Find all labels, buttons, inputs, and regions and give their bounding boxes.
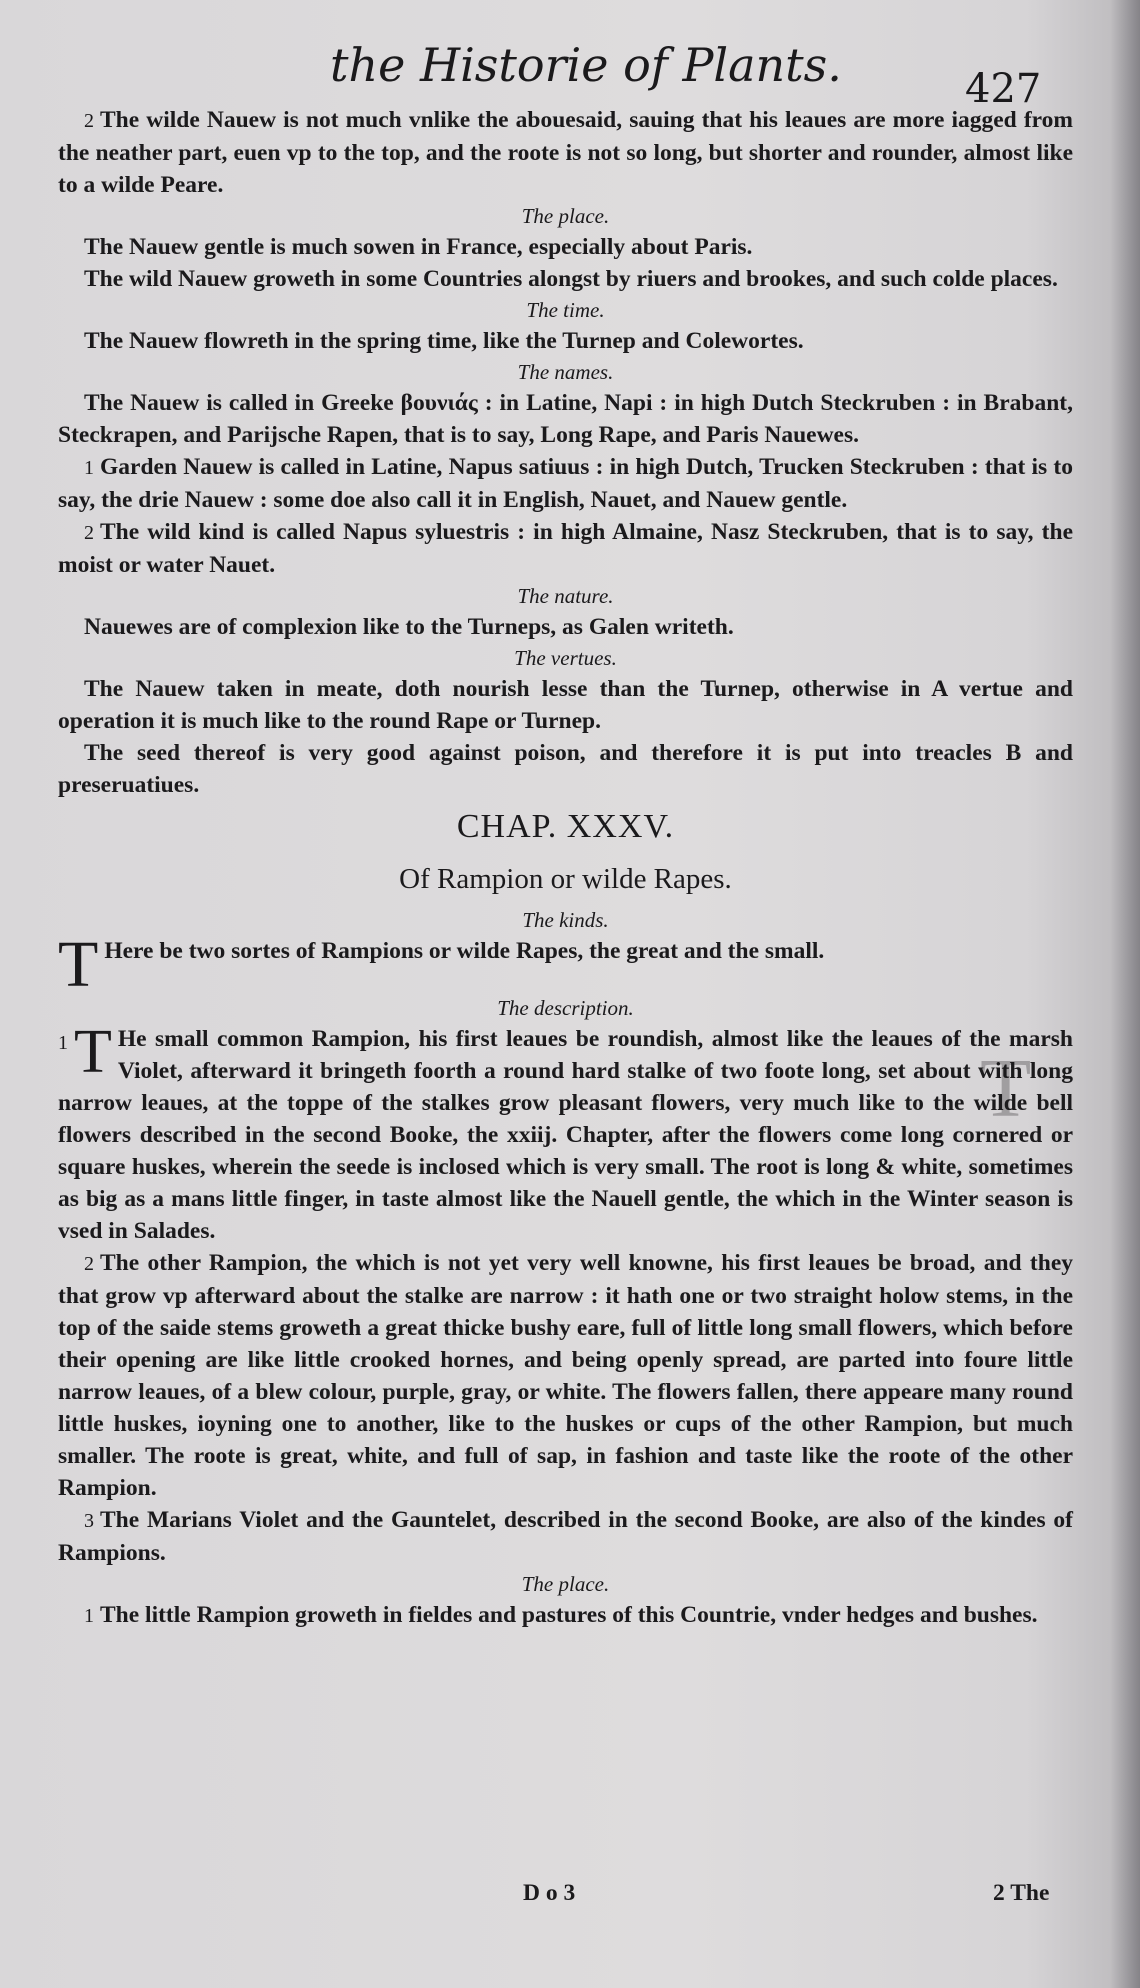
item-number: 2 <box>84 522 94 544</box>
paragraph <box>58 1504 1073 1569</box>
item-number: 3 <box>84 1510 94 1532</box>
page-footer <box>58 1880 1073 1920</box>
paragraph <box>58 104 1073 201</box>
rubric-place: The place. <box>521 1572 610 1596</box>
page-body <box>58 104 1073 1632</box>
paragraph <box>58 451 1073 516</box>
paragraph: The Nauew taken in meate, doth nourish lesse than the Turnep, otherwise in A vertue and operation it is much like to the round Rape or Turnep. <box>58 676 1073 734</box>
rubric-nature: The nature. <box>517 584 614 608</box>
item-number: 2 <box>84 1253 94 1275</box>
rubric-description: The description. <box>497 996 634 1020</box>
paragraph: The seed thereof is very good against poison, and therefore it is put into treacles B and preseruatiues. <box>58 740 1073 798</box>
paragraph-text: The Marians Violet and the Gauntelet, described in the second Booke, are also of the kindes of Rampions. <box>58 1507 1073 1566</box>
page-number: 427 <box>965 66 1042 112</box>
paragraph-text: The other Rampion, the which is not yet very well knowne, his first leaues be broad, and they that grow vp afterward about the stalke are narrow : it hath one or two straight holow stems, in the top of the saide stems groweth a great thicke bushy eare, full of little long small flowers, which before their opening are like little crooked hornes, and being openly spread, are parted into foure little narrow leaues, of a blew colour, purple, gray, or white. The flowers fallen, there appeare many round little huskes, ioyning one to another, like to the huskes or cups of the other Rampion, but much smaller. The roote is great, white, and full of sap, in fashion and taste like the roote of the other Rampion. <box>58 1250 1073 1501</box>
paragraph-text: The wild kind is called Napus syluestris : in high Almaine, Nasz Steckruben, that is to say, the moist or water Nauet. <box>58 519 1073 578</box>
item-number: 2 <box>84 110 94 132</box>
running-title: the Historie of Plants. <box>330 38 842 92</box>
chapter-title: Of Rampion or wilde Rapes. <box>399 863 732 895</box>
item-number: 1 <box>58 1032 68 1054</box>
paragraph <box>58 1247 1073 1504</box>
item-number: 1 <box>84 1605 94 1627</box>
signature-mark: D o 3 <box>523 1880 576 1906</box>
rubric-vertues: The vertues. <box>514 646 617 670</box>
rubric-place: The place. <box>521 204 610 228</box>
paragraph-text: The wilde Nauew is not much vnlike the abouesaid, sauing that his leaues are more iagged from the neather part, euen vp to the top, and the roote is not so long, but shorter and rounder, almost like to a wilde Peare. <box>58 107 1073 198</box>
paragraph-text: The little Rampion groweth in fieldes and pastures of this Countrie, vnder hedges and bushes. <box>100 1602 1038 1628</box>
paragraph: The Nauew gentle is much sowen in France, especially about Paris. <box>84 234 753 260</box>
paragraph <box>58 1018 1073 1247</box>
chapter-number: CHAP. XXXV. <box>456 808 675 845</box>
catchword: 2 The <box>993 1880 1050 1906</box>
paragraph-text: Garden Nauew is called in Latine, Napus satiuus : in high Dutch, Trucken Steckruben : that is to say, the drie Nauew : some doe also call it in English, Nauet, and Nauew gentle. <box>58 454 1073 513</box>
paragraph: The Nauew is called in Greeke βουνιάς : in Latine, Napi : in high Dutch Steckruben : in Brabant, Steckrapen, and Parijsche Rapen, that is to say, Long Rape, and Paris Nauewes. <box>58 390 1073 448</box>
rubric-names: The names. <box>517 360 614 384</box>
paragraph: Nauewes are of complexion like to the Turneps, as Galen writeth. <box>84 614 734 640</box>
rubric-time: The time. <box>526 298 605 322</box>
paragraph <box>58 928 1073 1001</box>
paragraph <box>58 1599 1073 1632</box>
paragraph-text: He small common Rampion, his first leaues be roundish, almost like the leaues of the marsh Violet, afterward it bringeth foorth a round hard stalke of two foote long, set about with long narrow leaues, at the toppe of the stalkes grow pleasant flowers, very much like to the wilde bell flowers described in the second Booke, the xxiij. Chapter, after the flowers come long cornered or square huskes, wherein the seede is inclosed which is very small. The root is long & white, sometimes as big as a mans little finger, in taste almost like the Nauell gentle, the which in the Winter season is vsed in Salades. <box>58 1026 1073 1244</box>
item-number: 1 <box>84 457 94 479</box>
paragraph <box>58 516 1073 581</box>
drop-capital: T <box>74 1018 112 1086</box>
paragraph-text: Here be two sortes of Rampions or wilde Rapes, the great and the small. <box>104 938 825 964</box>
paragraph: The wild Nauew groweth in some Countries alongst by riuers and brookes, and such colde places. <box>84 266 1058 292</box>
drop-capital: T <box>58 928 99 1001</box>
paragraph: The Nauew flowreth in the spring time, like the Turnep and Colewortes. <box>84 328 804 354</box>
rubric-kinds: The kinds. <box>522 908 609 932</box>
bleed-through-letter: T <box>980 1042 1032 1135</box>
